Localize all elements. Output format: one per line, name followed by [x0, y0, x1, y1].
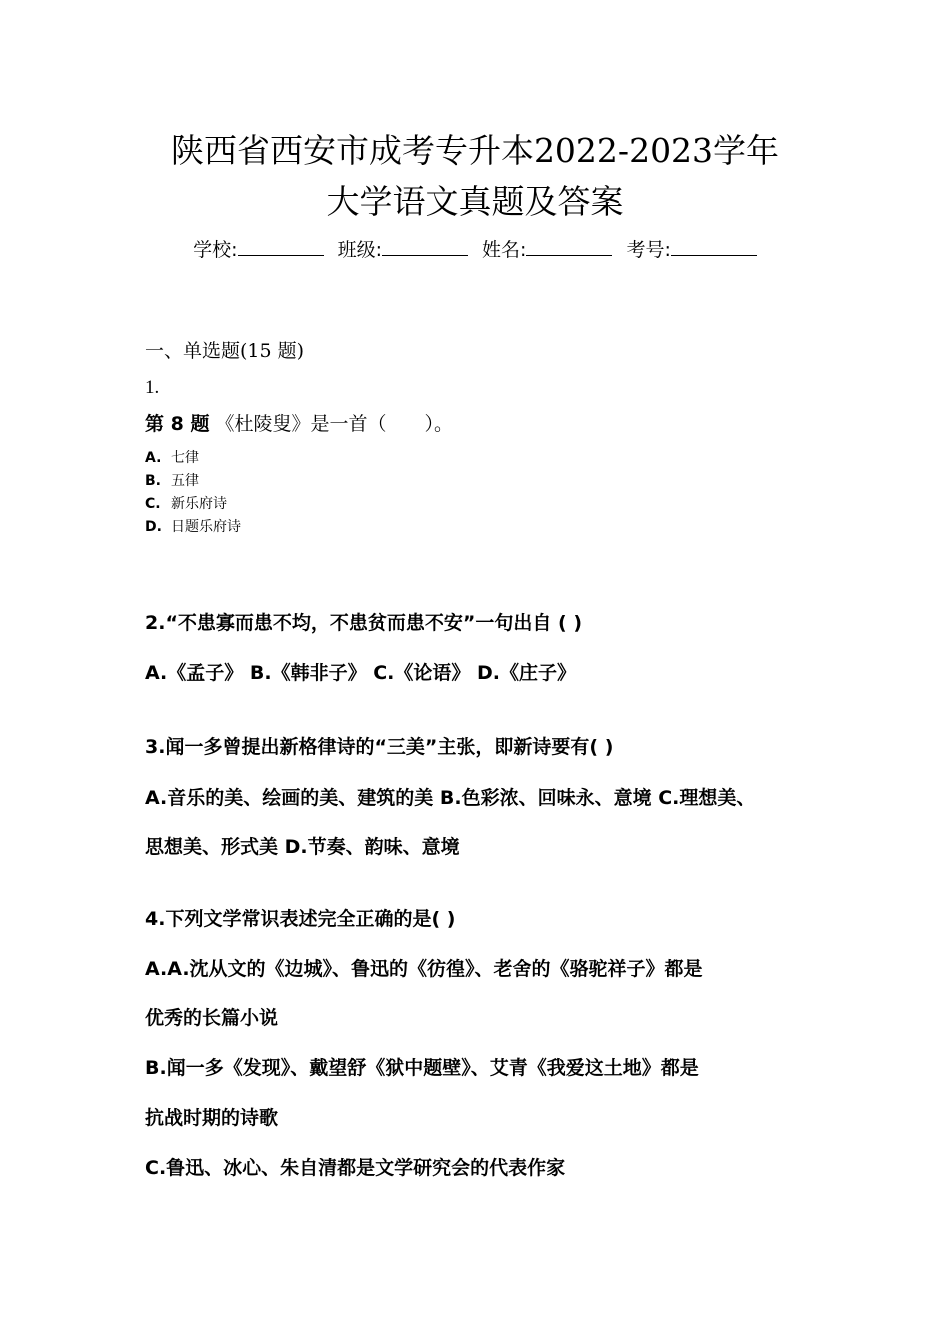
- question-1-label: 第 8 题: [145, 413, 210, 435]
- class-label: 班级:: [337, 239, 382, 261]
- option-letter: D.: [145, 519, 162, 535]
- document-title-line2: 大学语文真题及答案: [326, 182, 624, 221]
- question-1-option-b: [145, 471, 199, 491]
- student-info-row: [0, 236, 950, 264]
- option-text: 五律: [171, 473, 199, 489]
- number-blank: [671, 237, 757, 256]
- question-1-number: 1.: [145, 377, 160, 398]
- question-4-option-b-line1: B.闻一多《发现》、戴望舒《狱中题壁》、艾青《我爱这土地》都是: [145, 1057, 699, 1079]
- class-blank: [382, 237, 468, 256]
- question-1-option-d: [145, 517, 241, 537]
- question-1-text: 《杜陵叟》是一首（ ）。: [215, 413, 453, 435]
- school-label: 学校:: [193, 239, 238, 261]
- option-letter: A.: [145, 450, 162, 466]
- option-text: 新乐府诗: [171, 496, 227, 512]
- number-field: [626, 239, 756, 261]
- question-2-stem: 2.“不患寡而患不均，不患贫而患不安”一句出自 ( ): [145, 612, 583, 634]
- question-3-stem: 3.闻一多曾提出新格律诗的“三美”主张，即新诗要有( ): [145, 736, 614, 758]
- question-3-options-line1: A.音乐的美、绘画的美、建筑的美 B.色彩浓、回味永、意境 C.理想美、: [145, 787, 756, 809]
- question-1-option-c: [145, 494, 227, 514]
- school-field: [193, 239, 323, 261]
- name-label: 姓名:: [482, 239, 527, 261]
- question-1-option-a: [145, 448, 199, 468]
- question-4-option-c-line1: C.鲁迅、冰心、朱自清都是文学研究会的代表作家: [145, 1157, 566, 1179]
- question-4-option-b-line2: 抗战时期的诗歌: [145, 1107, 279, 1129]
- name-field: [482, 239, 612, 261]
- question-4-option-a-line1: A.A.沈从文的《边城》、鲁迅的《彷徨》、老舍的《骆驼祥子》都是: [145, 958, 703, 980]
- option-text: 七律: [171, 450, 199, 466]
- name-blank: [526, 237, 612, 256]
- question-4-option-a-line2: 优秀的长篇小说: [145, 1007, 279, 1029]
- option-letter: B.: [145, 473, 161, 489]
- document-title-line1: 陕西省西安市成考专升本2022-2023学年: [170, 131, 780, 170]
- section-heading: 一、单选题(15 题): [145, 340, 305, 362]
- class-field: [338, 239, 468, 261]
- question-3-options-line2: 思想美、形式美 D.节奏、韵味、意境: [145, 836, 460, 858]
- option-letter: C.: [145, 496, 161, 512]
- number-label: 考号:: [626, 239, 671, 261]
- option-text: 日题乐府诗: [171, 519, 241, 535]
- question-2-options: A.《孟子》 B.《韩非子》 C.《论语》 D.《庄子》: [145, 662, 576, 684]
- question-4-stem: 4.下列文学常识表述完全正确的是( ): [145, 908, 456, 930]
- school-blank: [238, 237, 324, 256]
- question-1-stem: [145, 411, 453, 437]
